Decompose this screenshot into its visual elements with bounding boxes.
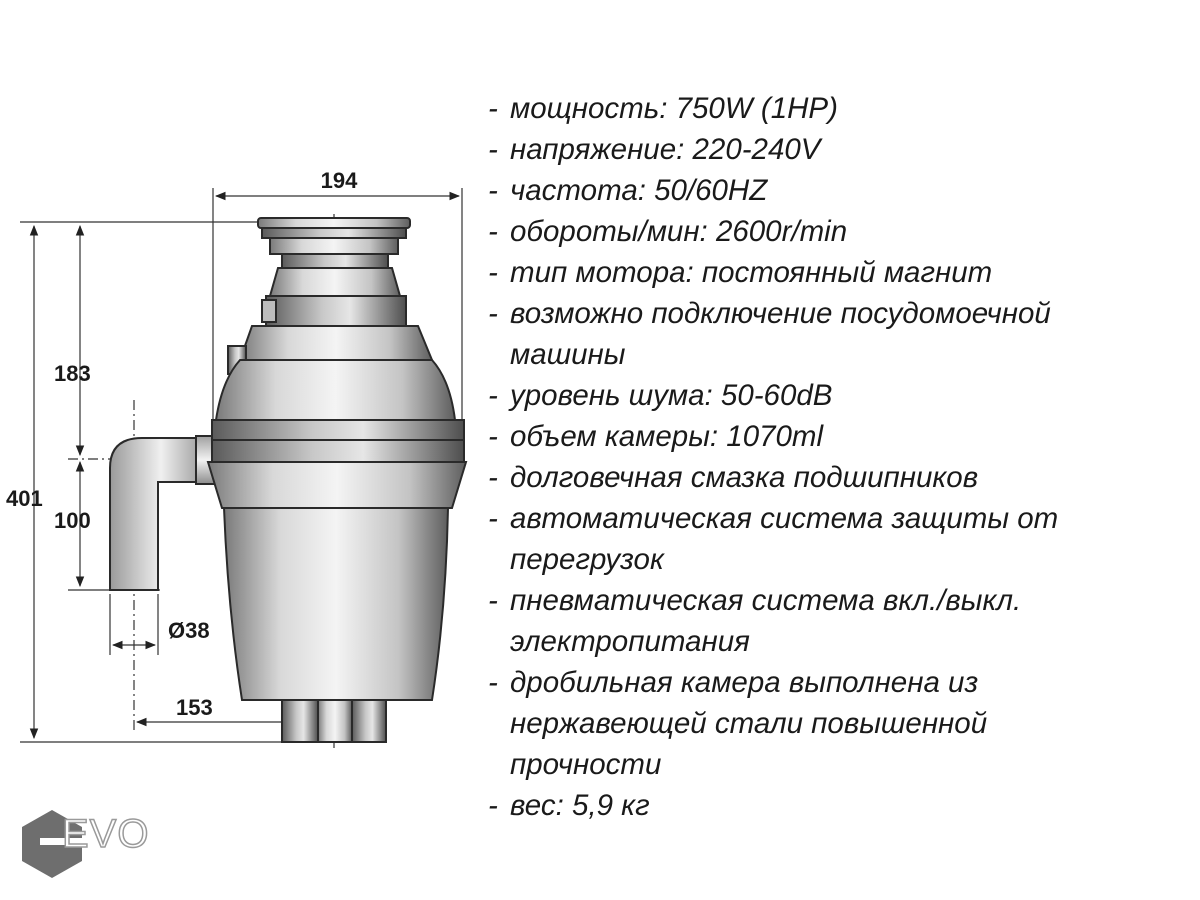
specs-list <box>488 88 1198 826</box>
dim-width-label: 194 <box>320 168 358 193</box>
spec-frequency: - частота: 50/60HZ <box>488 170 1198 211</box>
dim-upper-height-label: 183 <box>54 361 91 386</box>
spec-rpm: - обороты/мин: 2600r/min <box>488 211 1198 252</box>
spec-pneumatic-switch: - пневматическая система вкл./выкл. электропитания <box>488 580 1198 662</box>
dim-total-height-label: 401 <box>6 486 43 511</box>
spec-weight: - вес: 5,9 кг <box>488 785 1198 826</box>
spec-lubrication: - долговечная смазка подшипников <box>488 457 1198 498</box>
spec-noise: - уровень шума: 50-60dB <box>488 375 1198 416</box>
disposer-body <box>208 218 466 742</box>
spec-chamber-volume: - объем камеры: 1070ml <box>488 416 1198 457</box>
spec-voltage: - напряжение: 220-240V <box>488 129 1198 170</box>
spec-motor-type: - тип мотора: постоянный магнит <box>488 252 1198 293</box>
logo-text: EVO <box>62 812 150 856</box>
dim-offset-label: 153 <box>176 695 213 720</box>
spec-power: - мощность: 750W (1HP) <box>488 88 1198 129</box>
spec-chamber-material: - дробильная камера выполнена из нержавеющей стали повышенной прочности <box>488 662 1198 785</box>
spec-overload-protection: - автоматическая система защиты от перегрузок <box>488 498 1198 580</box>
dim-outlet-height-label: 100 <box>54 508 91 533</box>
dim-diameter-label: Ø38 <box>168 618 210 643</box>
spec-dishwasher: - возможно подключение посудомоечной машины <box>488 293 1198 375</box>
outlet-pipe <box>110 436 216 590</box>
